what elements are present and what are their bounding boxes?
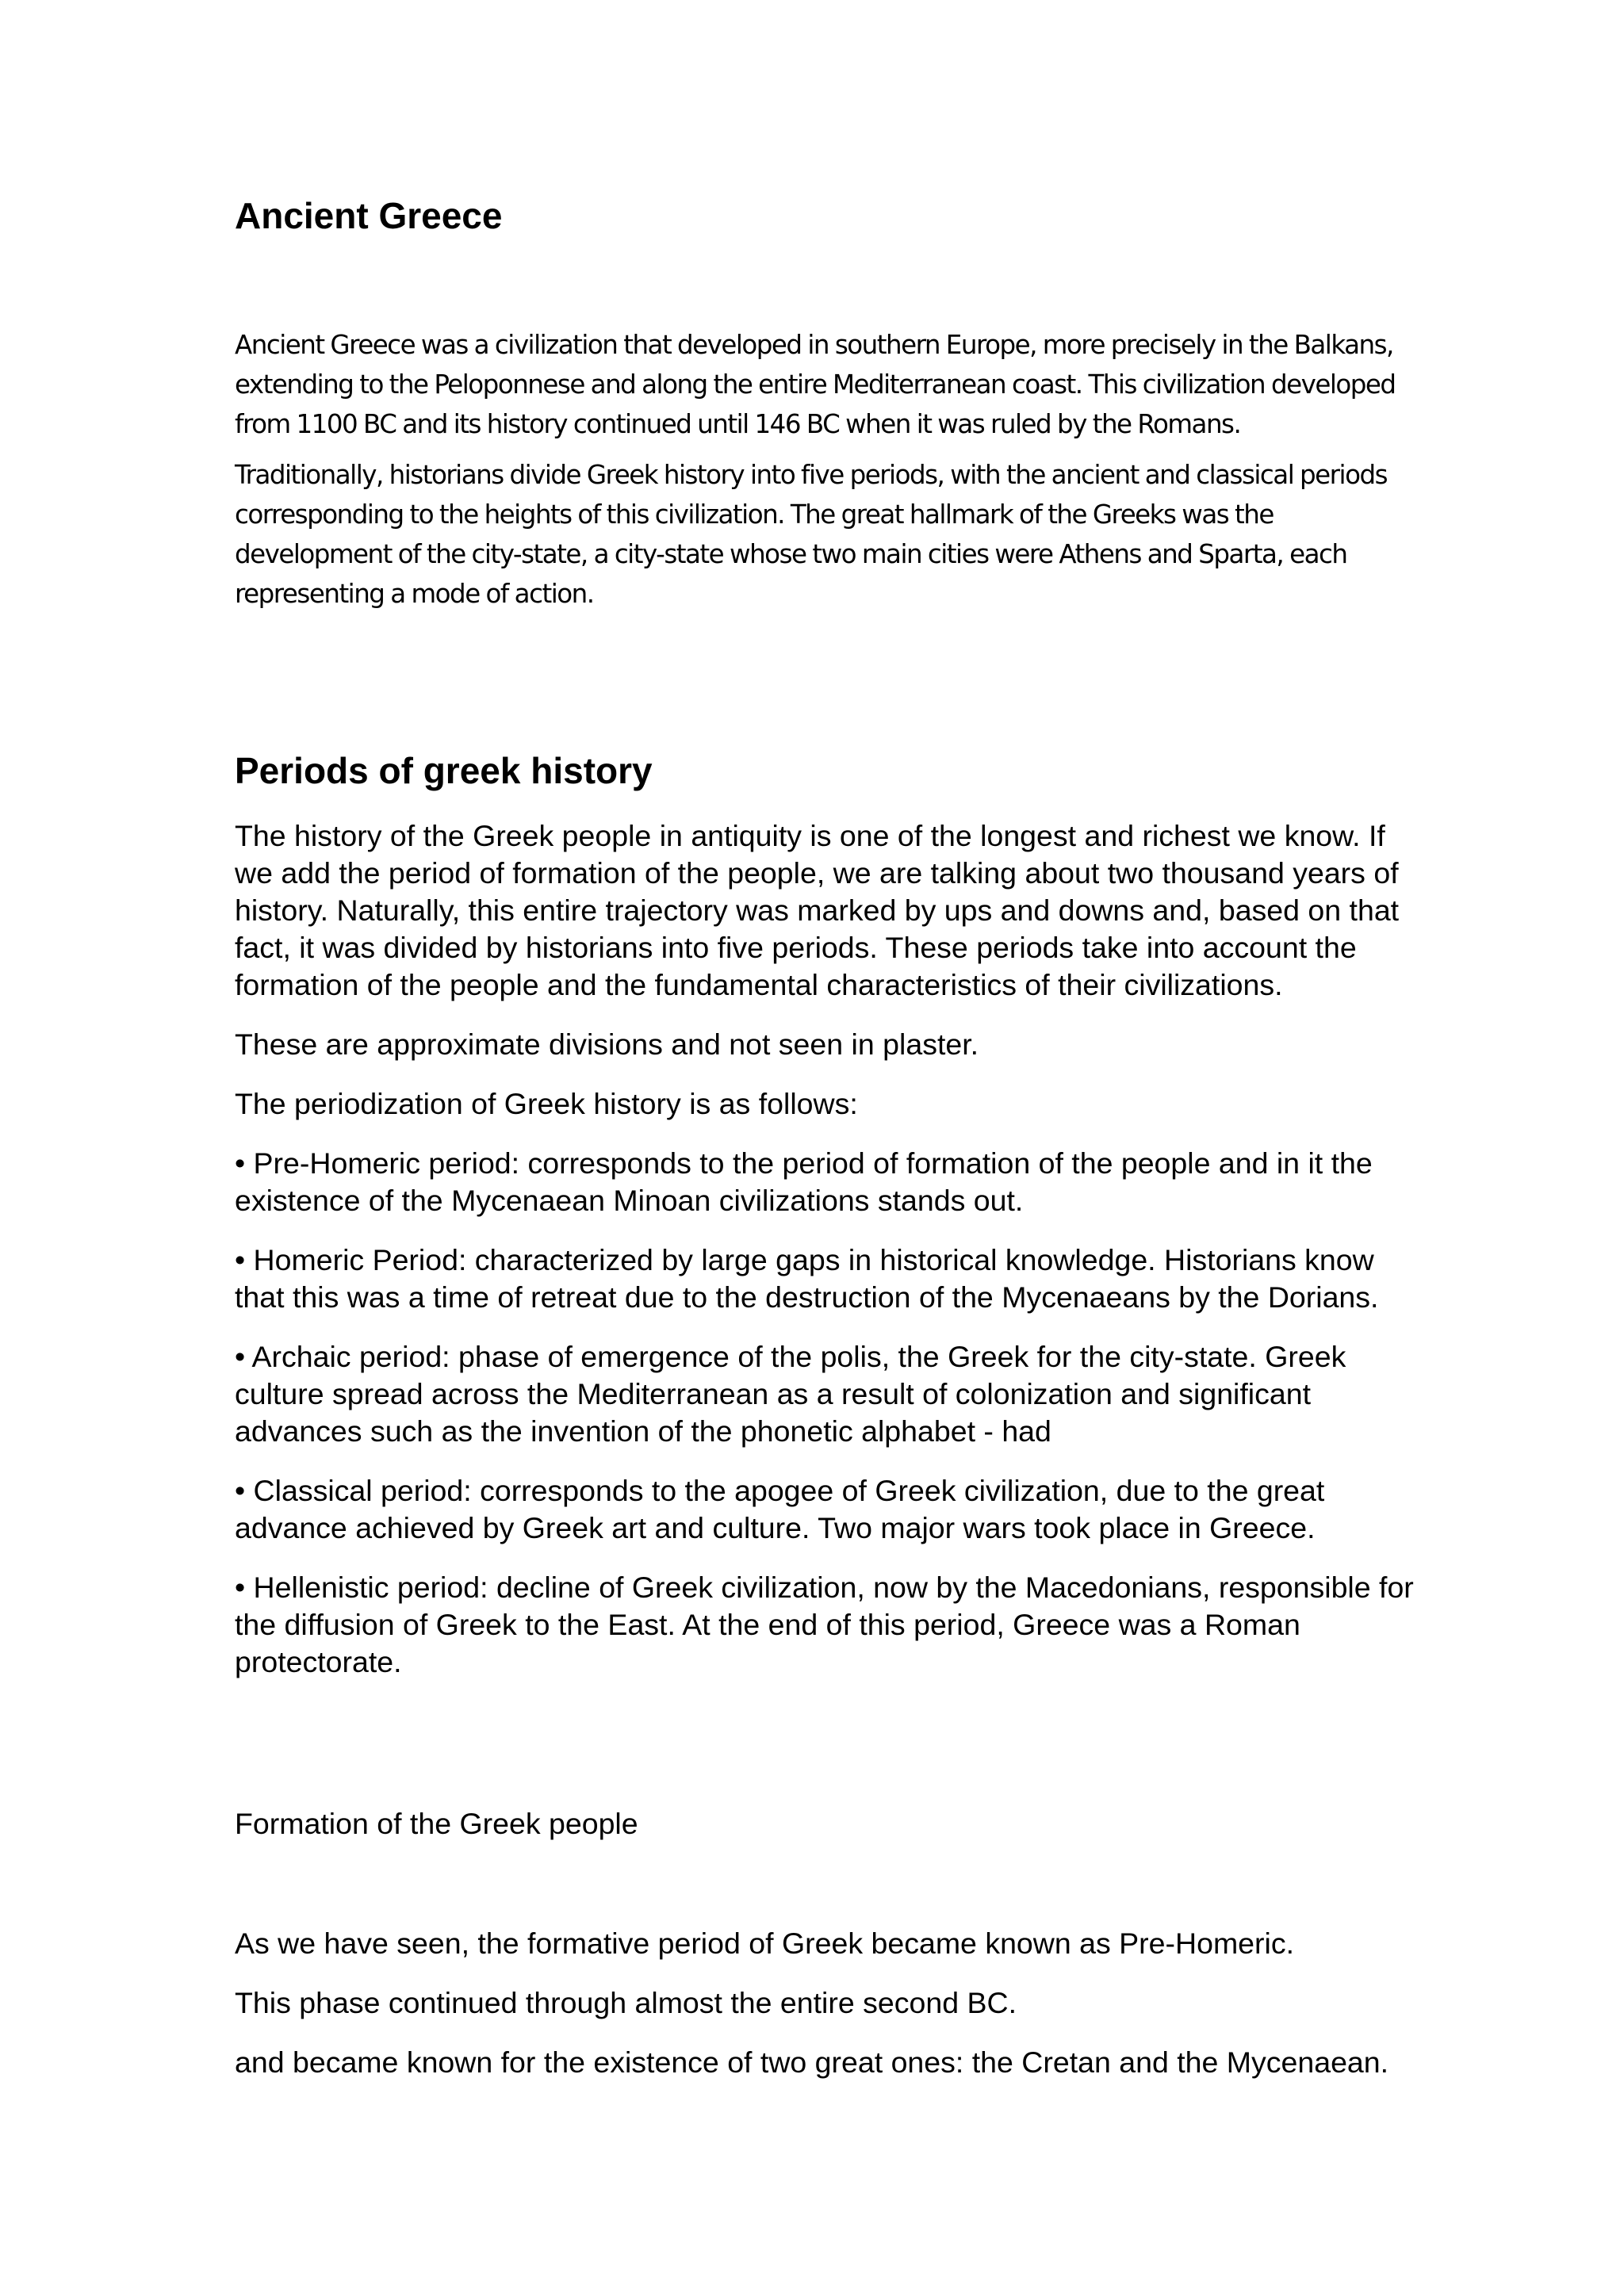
intro-section (235, 325, 1424, 625)
formation-heading: Formation of the Greek people (235, 1807, 638, 1840)
bullet-item-classical: • Classical period: corresponds to the apogee of Greek civilization, due to the great advance achieved by Greek art and culture. Two major wars took place in Greece. (235, 1474, 1325, 1544)
periods-section (235, 817, 1424, 1703)
body-paragraph: These are approximate divisions and not seen in plaster. (235, 1027, 979, 1061)
body-paragraph: The periodization of Greek history is as follows: (235, 1087, 858, 1120)
periods-heading: Periods of greek history (235, 750, 653, 791)
intro-paragraph: Traditionally, historians divide Greek history into five periods, with the ancient and classical periods corresponding to the heights of this civilization. The great hallmark of the Greeks was the development of the city-state, a city-state whose two main cities were Athens and Sparta, each representing a mode of action. (235, 460, 1388, 609)
body-paragraph: The history of the Greek people in antiquity is one of the longest and richest we know. If we add the period of formation of the people, we are talking about two thousand years of history. Naturally, this entire trajectory was marked by ups and downs and, based on that fact, it was divided by historians into five periods. These periods take into account the formation of the people and the fundamental characteristics of their civilizations. (235, 819, 1400, 1001)
bullet-item-homeric: • Homeric Period: characterized by large gaps in historical knowledge. Historians know that this was a time of retreat due to the destruction of the Mycenaeans by the Dorians. (235, 1243, 1379, 1314)
bullet-item-archaic: • Archaic period: phase of emergence of the polis, the Greek for the city-state. Greek culture spread across the Mediterranean as a result of colonization and significant advances such as the invention of the phonetic alphabet - had (235, 1340, 1346, 1448)
page-title: Ancient Greece (235, 195, 503, 236)
bullet-item-pre-homeric: • Pre-Homeric period: corresponds to the period of formation of the people and in it the existence of the Mycenaean Minoan civilizations stands out. (235, 1146, 1373, 1217)
body-paragraph: As we have seen, the formative period of Greek became known as Pre-Homeric. (235, 1927, 1295, 1960)
formation-section (235, 1925, 1424, 2103)
bullet-item-hellenistic: • Hellenistic period: decline of Greek civilization, now by the Macedonians, responsible for the diffusion of Greek to the East. At the end of this period, Greece was a Roman protectorate. (235, 1571, 1414, 1678)
body-paragraph: This phase continued through almost the entire second BC. (235, 1986, 1017, 2019)
body-paragraph: and became known for the existence of two great ones: the Cretan and the Mycenaean. (235, 2045, 1389, 2079)
intro-paragraph: Ancient Greece was a civilization that developed in southern Europe, more precisely in the Balkans, extending to the Peloponnese and along the entire Mediterranean coast. This civilization developed from 1100 BC and its history continued until 146 BC when it was ruled by the Romans. (235, 330, 1396, 439)
